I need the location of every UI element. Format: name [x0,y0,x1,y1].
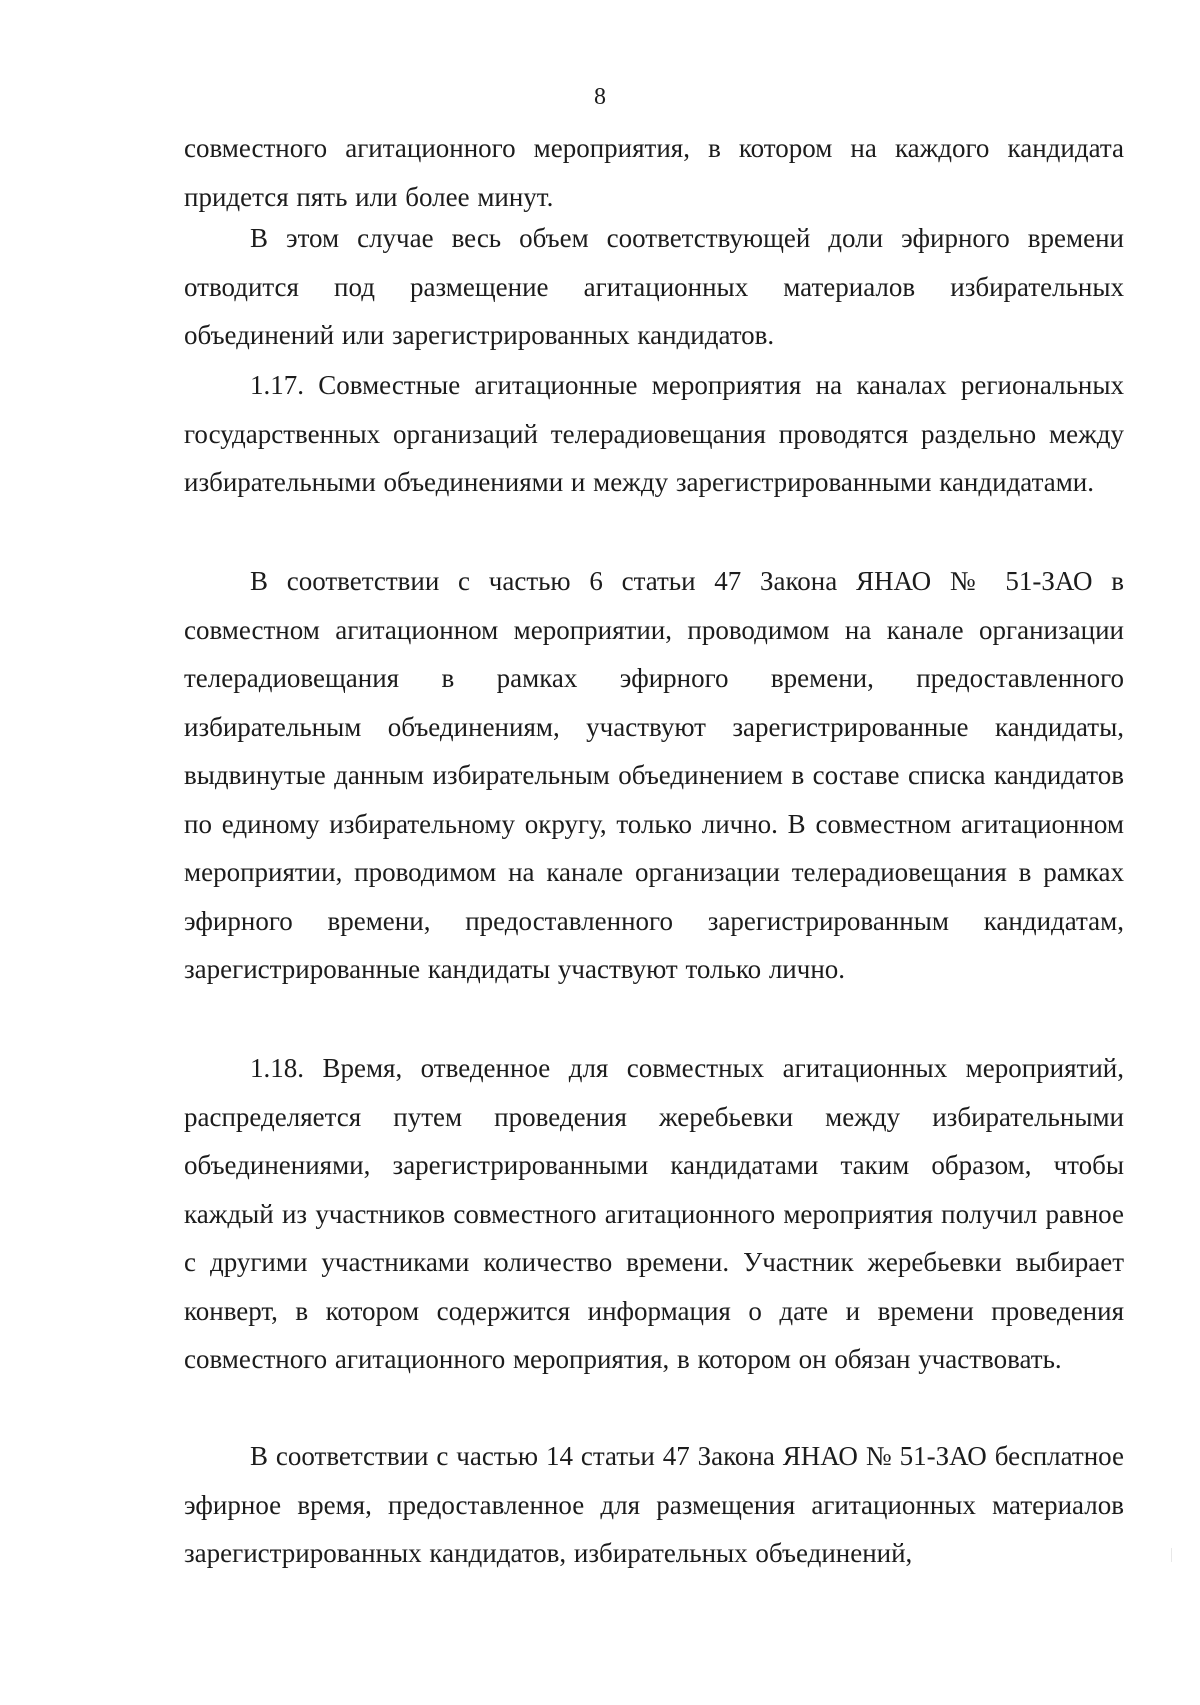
paragraph-part-6: В соответствии с частью 6 статьи 47 Закона ЯНАО № 51-ЗАО в совместном агитационном мероприятии, проводимом на канале организации телерадиовещания в рамках эфирного времени, предоставленного избирательным объединениям, участвуют зарегистрированные кандидаты, выдвинутые данным избирательным объединением в составе списка кандидатов по единому избирательному округу, только лично. В совместном агитационном мероприятии, проводимом на канале организации телерадиовещания в рамках эфирного времени, предоставленного зарегистрированным кандидатам, зарегистрированные кандидаты участвуют только лично. [184,566,1124,984]
paragraph-part-14: В соответствии с частью 14 статьи 47 Закона ЯНАО № 51-ЗАО бесплатное эфирное время, предоставленное для размещения агитационных материалов зарегистрированных кандидатов, избирательных объединений, [184,1441,1124,1568]
paragraph-1-17: 1.17. Совместные агитационные мероприятия на каналах региональных государственных организаций телерадиовещания проводятся раздельно между избирательными объединениями и между зарегистрированными кандидатами. [184,370,1124,497]
paragraph-airtime: В этом случае весь объем соответствующей доли эфирного времени отводится под размещение агитационных материалов избирательных объединений или зарегистрированных кандидатов. [184,223,1124,350]
paragraph-1-18: 1.18. Время, отведенное для совместных агитационных мероприятий, распределяется путем проведения жеребьевки между избирательными объединениями, зарегистрированными кандидатами таким образом, чтобы каждый из участников совместного агитационного мероприятия получил равное с другими участниками количество времени. Участник жеребьевки выбирает конверт, в котором содержится информация о дате и времени проведения совместного агитационного мероприятия, в котором он обязан участвовать. [184,1053,1124,1374]
page-number: 8 [594,84,606,110]
scan-edge-mark [1171,1548,1182,1562]
paragraph-continuation: совместного агитационного мероприятия, в котором на каждого кандидата придется пять или более минут. [184,133,1124,212]
